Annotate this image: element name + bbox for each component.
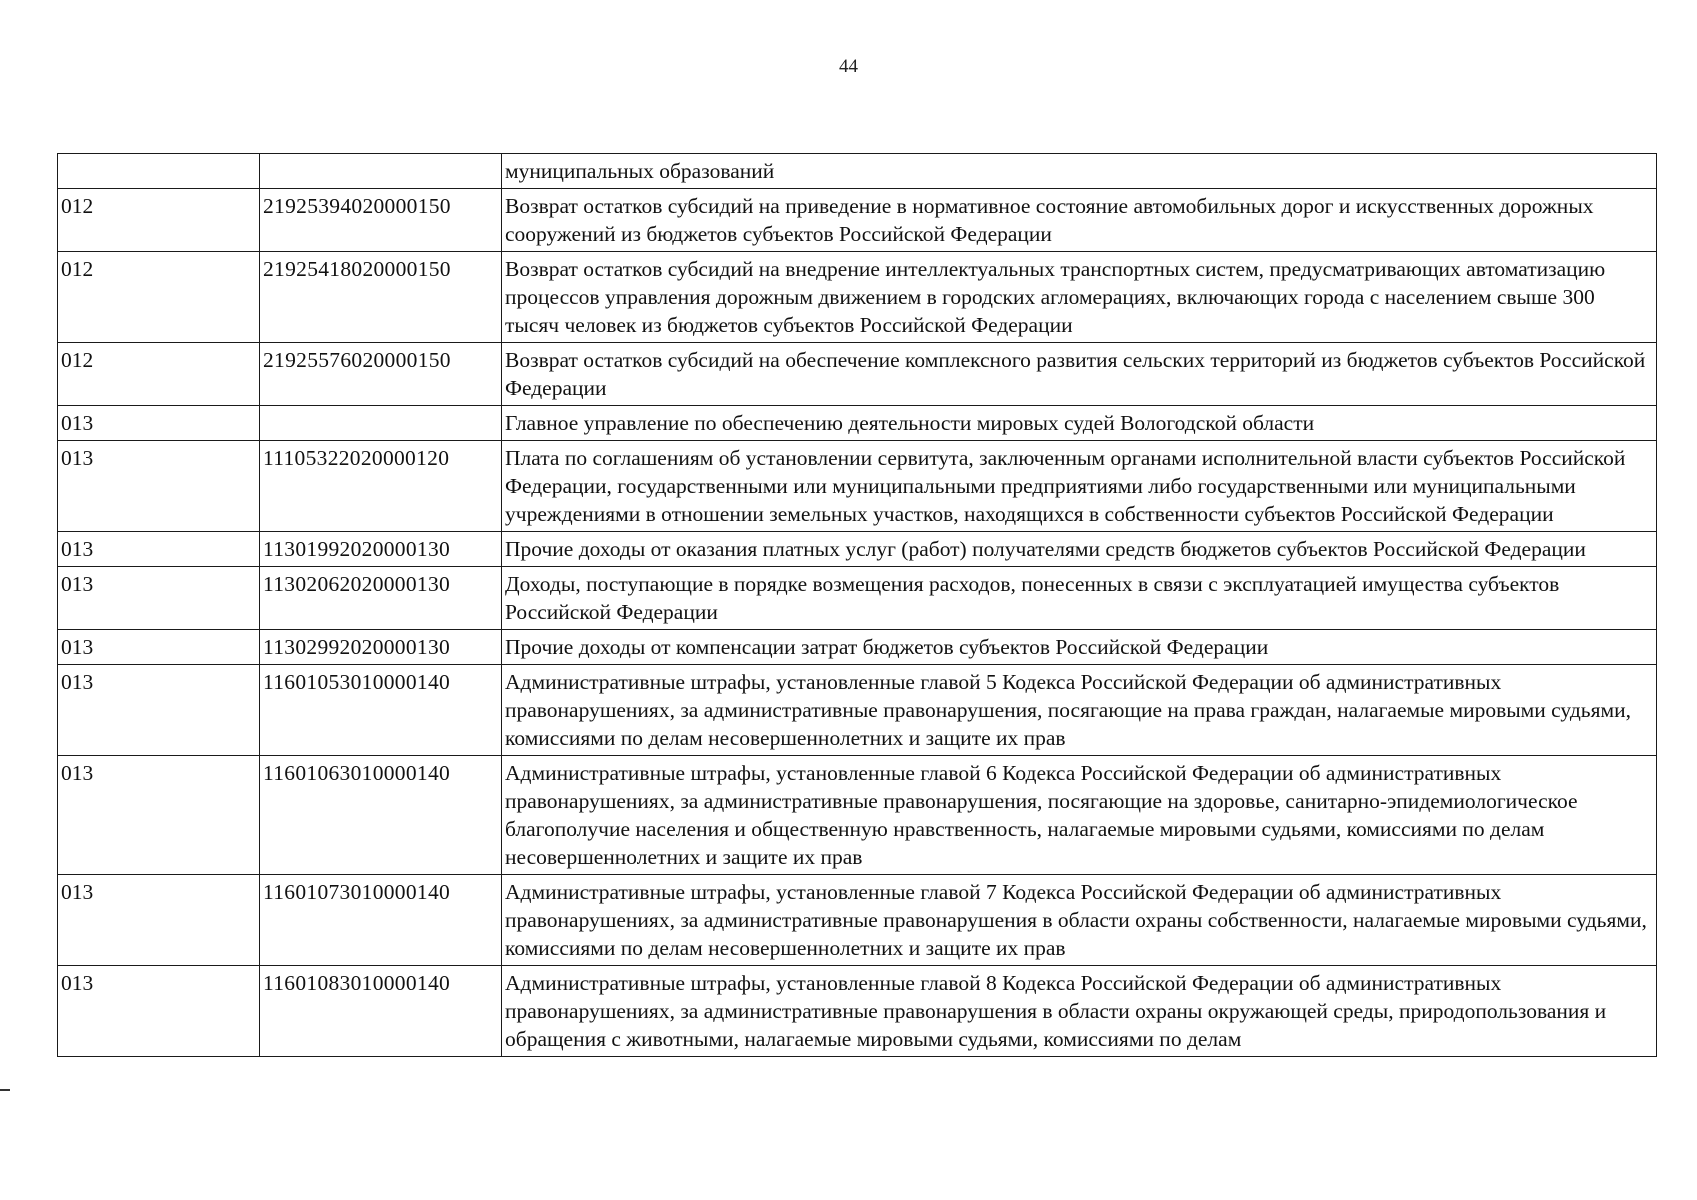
admin-code-cell: 013 <box>58 567 260 630</box>
budget-code-cell: 21925394020000150 <box>260 189 502 252</box>
table-row <box>58 630 1657 665</box>
admin-code-cell: 013 <box>58 532 260 567</box>
admin-code-cell: 013 <box>58 756 260 875</box>
budget-code-cell: 11601063010000140 <box>260 756 502 875</box>
admin-code-cell <box>58 154 260 189</box>
revenue-name-cell: Административные штрафы, установленные главой 6 Кодекса Российской Федерации об административных правонарушениях, за административные правонарушения, посягающие на здоровье, санитарно-эпидемиологическое благополучие населения и общественную нравственность, налагаемые мировыми судьями, комиссиями по делам несовершеннолетних и защите их прав <box>502 756 1657 875</box>
table-row <box>58 154 1657 189</box>
revenue-name-cell: Доходы, поступающие в порядке возмещения расходов, понесенных в связи с эксплуатацией имущества субъектов Российской Федерации <box>502 567 1657 630</box>
revenue-name-cell: Возврат остатков субсидий на обеспечение комплексного развития сельских территорий из бюджетов субъектов Российской Федерации <box>502 343 1657 406</box>
admin-code-cell: 013 <box>58 441 260 532</box>
admin-code-cell: 012 <box>58 189 260 252</box>
admin-code-cell: 013 <box>58 966 260 1057</box>
admin-code-cell: 013 <box>58 665 260 756</box>
table-row <box>58 665 1657 756</box>
revenue-name-cell: Административные штрафы, установленные главой 7 Кодекса Российской Федерации об административных правонарушениях, за административные правонарушения в области охраны собственности, налагаемые мировыми судьями, комиссиями по делам несовершеннолетних и защите их прав <box>502 875 1657 966</box>
budget-code-cell: 11105322020000120 <box>260 441 502 532</box>
table-row <box>58 406 1657 441</box>
revenue-name-cell: Главное управление по обеспечению деятельности мировых судей Вологодской области <box>502 406 1657 441</box>
budget-code-cell: 11601053010000140 <box>260 665 502 756</box>
table-row <box>58 756 1657 875</box>
scan-edge-mark <box>0 1089 10 1091</box>
table-row <box>58 567 1657 630</box>
budget-code-cell <box>260 154 502 189</box>
revenue-name-cell: Плата по соглашениям об установлении сервитута, заключенным органами исполнительной власти субъектов Российской Федерации, государственными или муниципальными предприятиями либо государственными или муниципальными учреждениями в отношении земельных участков, находящихся в собственности субъектов Российской Федерации <box>502 441 1657 532</box>
table-row <box>58 252 1657 343</box>
budget-code-cell: 21925576020000150 <box>260 343 502 406</box>
admin-code-cell: 012 <box>58 343 260 406</box>
admin-code-cell: 013 <box>58 406 260 441</box>
page-number: 44 <box>839 56 858 77</box>
budget-code-cell: 11601073010000140 <box>260 875 502 966</box>
admin-code-cell: 013 <box>58 630 260 665</box>
budget-code-cell: 11301992020000130 <box>260 532 502 567</box>
budget-code-cell: 11601083010000140 <box>260 966 502 1057</box>
budget-code-cell: 21925418020000150 <box>260 252 502 343</box>
budget-code-cell: 11302992020000130 <box>260 630 502 665</box>
revenue-codes-table <box>57 153 1657 1057</box>
revenue-name-cell: Прочие доходы от оказания платных услуг (работ) получателями средств бюджетов субъектов Российской Федерации <box>502 532 1657 567</box>
revenue-name-cell: муниципальных образований <box>502 154 1657 189</box>
table-row <box>58 532 1657 567</box>
revenue-name-cell: Возврат остатков субсидий на внедрение интеллектуальных транспортных систем, предусматривающих автоматизацию процессов управления дорожным движением в городских агломерациях, включающих города с населением свыше 300 тысяч человек из бюджетов субъектов Российской Федерации <box>502 252 1657 343</box>
budget-code-cell: 11302062020000130 <box>260 567 502 630</box>
revenue-name-cell: Административные штрафы, установленные главой 8 Кодекса Российской Федерации об административных правонарушениях, за административные правонарушения в области охраны окружающей среды, природопользования и обращения с животными, налагаемые мировыми судьями, комиссиями по делам <box>502 966 1657 1057</box>
table-row <box>58 966 1657 1057</box>
table-row <box>58 441 1657 532</box>
table-row <box>58 343 1657 406</box>
revenue-name-cell: Возврат остатков субсидий на приведение в нормативное состояние автомобильных дорог и искусственных дорожных сооружений из бюджетов субъектов Российской Федерации <box>502 189 1657 252</box>
revenue-name-cell: Административные штрафы, установленные главой 5 Кодекса Российской Федерации об административных правонарушениях, за административные правонарушения, посягающие на права граждан, налагаемые мировыми судьями, комиссиями по делам несовершеннолетних и защите их прав <box>502 665 1657 756</box>
revenue-name-cell: Прочие доходы от компенсации затрат бюджетов субъектов Российской Федерации <box>502 630 1657 665</box>
table-row <box>58 189 1657 252</box>
table-row <box>58 875 1657 966</box>
admin-code-cell: 012 <box>58 252 260 343</box>
admin-code-cell: 013 <box>58 875 260 966</box>
budget-code-cell <box>260 406 502 441</box>
